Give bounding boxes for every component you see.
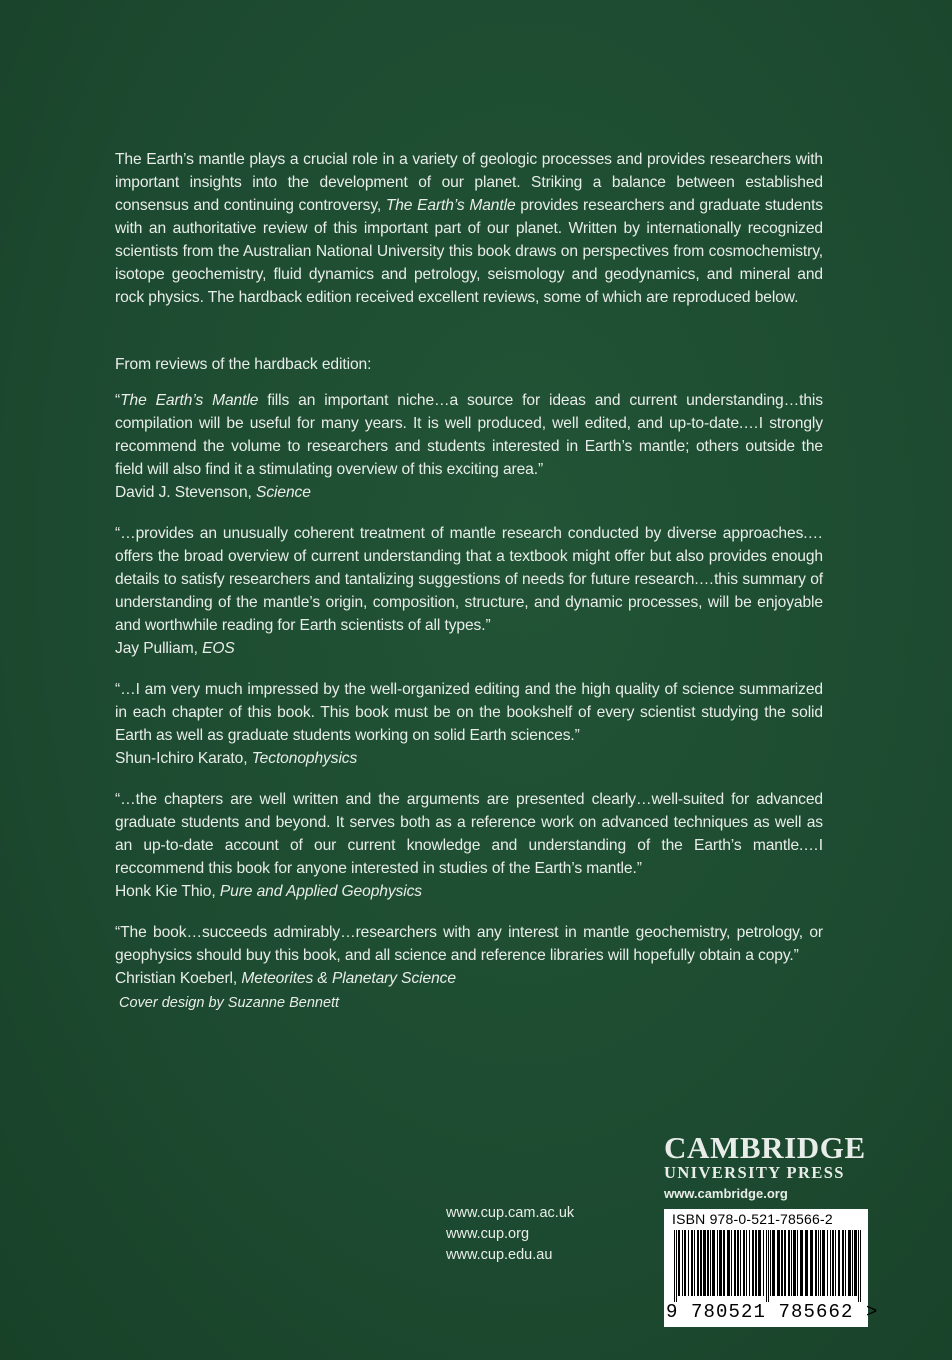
barcode-bar [797,1230,798,1296]
barcode-bar [723,1230,725,1296]
barcode-guard-bar [768,1230,769,1302]
barcode-panel [664,1209,879,1327]
barcode-bar [752,1230,754,1296]
barcode-bar [781,1230,783,1296]
review-attribution [115,637,823,660]
barcode-bar [697,1230,699,1296]
barcode-guard-bar [858,1230,859,1302]
barcode-bar [734,1230,736,1296]
barcode-bar [694,1230,695,1296]
review-attribution [115,481,823,504]
barcode-bar [854,1230,857,1296]
quote-text: “…I am very much impressed by the well-organized editing and the high quality of science summarized in each chapter of this book. This book must be on the bookshelf of every scientist studying the solid Earth as well as graduate students working on solid Earth sciences.” [115,681,823,744]
barcode-bar [719,1230,722,1296]
quote-text: “The book…succeeds admirably…researchers with any interest in mantle geochemistry, petrology, or geophysics should buy this book, and all science and reference libraries will hopefully obtain a copy.” [115,924,823,964]
url-list [446,1203,574,1266]
review-quote [115,389,823,481]
barcode-bar [700,1230,702,1296]
barcode-bar [822,1230,825,1296]
barcode-bar [682,1230,683,1296]
barcode-bar [793,1230,796,1296]
barcode-guard-bar [860,1230,861,1302]
reviews-list [115,389,823,990]
barcode-bar [727,1230,730,1296]
main-text [115,148,823,1008]
barcode-bar [731,1230,732,1296]
publisher-website[interactable]: www.cambridge.org [664,1186,788,1201]
barcode-bar [763,1230,764,1296]
barcode-bar [678,1230,680,1296]
barcode-bar [815,1230,817,1296]
quote-text: “…provides an unusually coherent treatment of mantle research conducted by diverse approaches.…offers the broad overview of current understanding that a textbook might offer but also provides enough details to satisfy researchers and tantalizing suggestions of needs for future research.…this summary of understanding of the mantle’s origin, composition, structure, and dynamic processes, will be enjoyable and worthwhile reading for Earth scientists of all types.” [115,525,823,634]
review-item [115,678,823,770]
review-quote [115,921,823,967]
barcode-bar [712,1230,715,1296]
barcode-bar [842,1230,844,1296]
reviewer-name: Honk Kie Thio, [115,883,220,900]
barcode-digits: 9 780521 785662 > [666,1301,879,1323]
url-item[interactable]: www.cup.cam.ac.uk [446,1205,575,1221]
barcode-bar [710,1230,711,1296]
barcode-bar [845,1230,846,1296]
review-source: Tectonophysics [251,750,358,767]
barcode-bar [838,1230,840,1296]
barcode-bar [740,1230,741,1296]
barcode-bar [717,1230,718,1296]
quote-open-mark: “ [115,392,121,409]
reviewer-name: Shun-Ichiro Karato, [115,750,252,767]
barcode-bar [777,1230,780,1296]
barcode-bar [784,1230,786,1296]
barcode-bar [737,1230,739,1296]
reviewer-name: Christian Koeberl, [115,970,242,987]
review-item [115,389,823,504]
isbn-label: ISBN 978-0-521-78566-2 [672,1211,833,1227]
review-item [115,788,823,903]
barcode-guard-bar [676,1230,677,1302]
barcode-bar [707,1230,709,1296]
cover-credit: Cover design by Suzanne Bennett [119,995,340,1011]
quote-book-title: The Earth’s Mantle [120,392,259,409]
barcode-bar [703,1230,706,1296]
review-attribution [115,747,823,770]
barcode-bar [852,1230,853,1296]
review-quote [115,678,823,747]
publisher-logo [664,1130,870,1204]
barcode-bar [805,1230,808,1296]
barcode-bar [835,1230,836,1296]
barcode-bar [746,1230,747,1296]
review-quote [115,522,823,637]
publisher-name: CAMBRIDGE [664,1130,866,1165]
barcode-bar [800,1230,803,1296]
review-source: EOS [202,640,235,657]
reviewer-name: Jay Pulliam, [115,640,203,657]
quote-text: “…the chapters are well written and the arguments are presented clearly…well-suited for advanced graduate students and beyond. It serves both as a reference work on advanced techniques as well as an up-to-date account of our current knowledge and understanding of the Earth’s mantle.…I reccommend this book for anyone interested in studies of the Earth’s mantle.” [115,791,823,877]
barcode-bar [818,1230,819,1296]
barcode-bar [770,1230,771,1296]
review-source: Meteorites & Planetary Science [241,970,456,987]
reviewer-name: David J. Stevenson, [115,484,257,501]
barcode-bar [820,1230,821,1296]
barcode-bar [788,1230,790,1296]
barcode-bar [791,1230,792,1296]
blurb-text-1: The Earth’s mantle plays a crucial role in a variety of geologic processes and provides researchers with important insights into the development of our planet. Striking a balance between established consensus and continuing controversy, [115,151,823,214]
blurb-paragraph [115,148,823,309]
reviews-heading: From reviews of the hardback edition: [115,356,372,373]
barcode-bar [830,1230,831,1296]
barcode-bar [691,1230,693,1296]
barcode-bar [832,1230,834,1296]
barcode-bar [758,1230,761,1296]
barcode-guard-bar [766,1230,767,1302]
review-source: Science [256,484,311,501]
barcode-bar [772,1230,775,1296]
blurb-text-2: provides researchers and graduate students with an authoritative review of this important part of our planet. Written by internationally recognized scientists from the Australian National University this book draws on perspectives from cosmochemistry, isotope geochemistry, fluid dynamics and petrology, seismology and geodynamics, and mineral and rock physics. The hardback edition received excellent reviews, some of which are reproduced below. [115,197,823,306]
barcode-bar [688,1230,689,1296]
barcode-bar [743,1230,745,1296]
barcode-bar [848,1230,851,1296]
review-item [115,522,823,660]
quote-text: fills an important niche…a source for ideas and current understanding…this compilation will be useful for many years. It is well produced, well edited, and up-to-date.…I strongly recommend the volume to researchers and students interested in Earth’s mantle; others outside the field will also find it a stimulating overview of this exciting area.” [115,392,823,478]
barcode-bars [674,1230,862,1302]
url-item[interactable]: www.cup.org [446,1226,530,1242]
review-attribution [115,967,823,990]
barcode-bar [827,1230,828,1296]
blurb-book-title: The Earth’s Mantle [385,197,516,214]
barcode-bar [749,1230,750,1296]
barcode-guard-bar [674,1230,675,1302]
review-item [115,921,823,990]
barcode-bar [684,1230,686,1296]
url-item[interactable]: www.cup.edu.au [446,1247,553,1263]
publisher-press: UNIVERSITY PRESS [664,1163,845,1182]
barcode-bar [755,1230,757,1296]
review-quote [115,788,823,880]
review-attribution [115,880,823,903]
barcode-bar [810,1230,813,1296]
review-source: Pure and Applied Geophysics [219,883,422,900]
